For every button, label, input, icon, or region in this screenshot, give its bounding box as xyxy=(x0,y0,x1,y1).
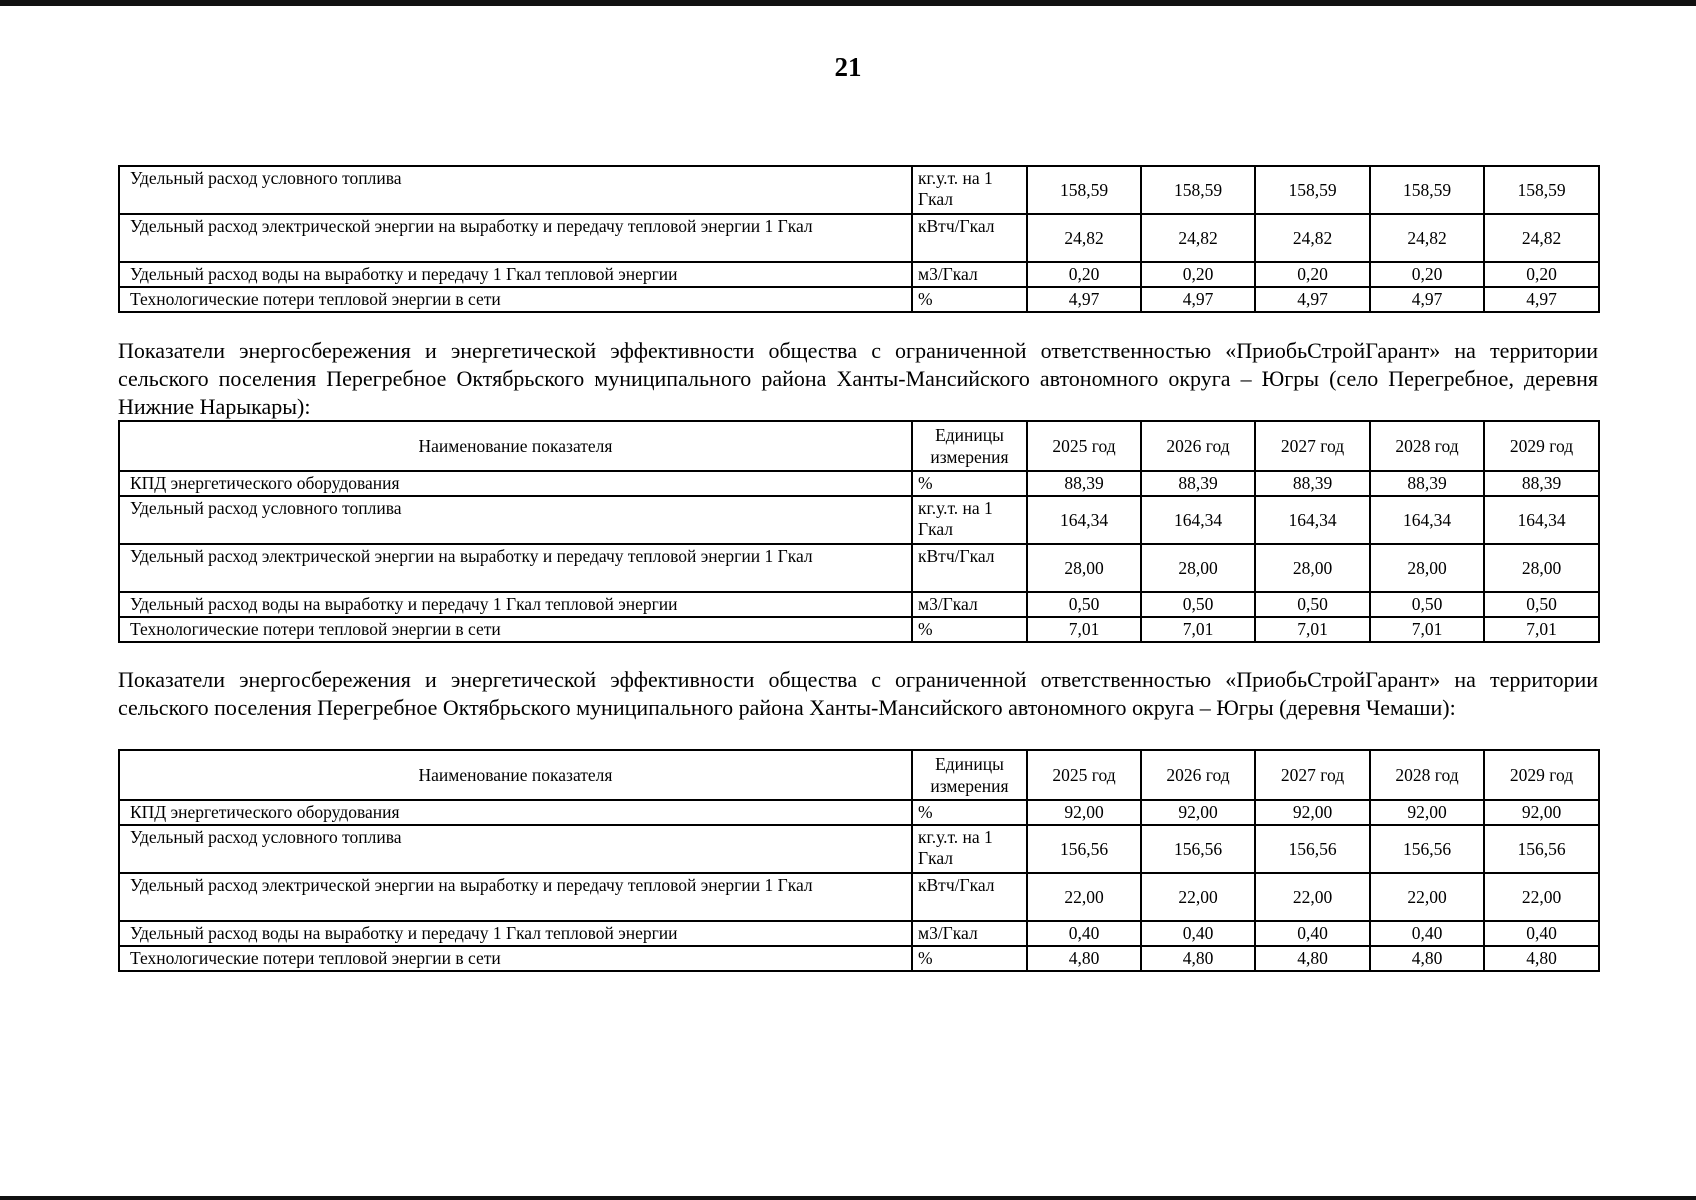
indicator-name: Технологические потери тепловой энергии в сети xyxy=(119,287,912,312)
value-2026: 0,40 xyxy=(1141,921,1255,946)
indicator-name: Удельный расход условного топлива xyxy=(119,825,912,873)
value-2029: 0,20 xyxy=(1484,262,1599,287)
value-2028: 4,80 xyxy=(1370,946,1484,971)
table-row xyxy=(119,544,1599,592)
table-header-row xyxy=(119,750,1599,800)
value-2028: 158,59 xyxy=(1370,166,1484,214)
value-2027: 0,50 xyxy=(1255,592,1370,617)
top-border xyxy=(0,0,1696,6)
table-row xyxy=(119,921,1599,946)
value-2025: 88,39 xyxy=(1027,471,1141,496)
value-2027: 4,80 xyxy=(1255,946,1370,971)
value-2029: 0,40 xyxy=(1484,921,1599,946)
table-row xyxy=(119,471,1599,496)
value-2028: 24,82 xyxy=(1370,214,1484,262)
value-2027: 4,97 xyxy=(1255,287,1370,312)
value-2026: 7,01 xyxy=(1141,617,1255,642)
column-header-year: 2027 год xyxy=(1255,750,1370,800)
indicator-name: Удельный расход условного топлива xyxy=(119,166,912,214)
value-2028: 88,39 xyxy=(1370,471,1484,496)
value-2026: 88,39 xyxy=(1141,471,1255,496)
value-2025: 7,01 xyxy=(1027,617,1141,642)
value-2027: 88,39 xyxy=(1255,471,1370,496)
value-2028: 0,50 xyxy=(1370,592,1484,617)
table-row xyxy=(119,166,1599,214)
indicator-unit: м3/Гкал xyxy=(912,921,1027,946)
column-header-year: 2029 год xyxy=(1484,750,1599,800)
page-number: 21 xyxy=(834,52,862,82)
table-row xyxy=(119,262,1599,287)
column-header-year: 2025 год xyxy=(1027,750,1141,800)
indicator-name: КПД энергетического оборудования xyxy=(119,471,912,496)
table-row xyxy=(119,825,1599,873)
value-2029: 158,59 xyxy=(1484,166,1599,214)
value-2028: 0,40 xyxy=(1370,921,1484,946)
value-2025: 164,34 xyxy=(1027,496,1141,544)
indicator-unit: кВтч/Гкал xyxy=(912,214,1027,262)
indicator-unit: % xyxy=(912,617,1027,642)
indicator-name: КПД энергетического оборудования xyxy=(119,800,912,825)
table-row xyxy=(119,496,1599,544)
column-header-year: 2026 год xyxy=(1141,421,1255,471)
value-2026: 28,00 xyxy=(1141,544,1255,592)
table-row xyxy=(119,287,1599,312)
indicator-name: Удельный расход воды на выработку и передачу 1 Гкал тепловой энергии xyxy=(119,592,912,617)
value-2028: 156,56 xyxy=(1370,825,1484,873)
value-2025: 92,00 xyxy=(1027,800,1141,825)
bottom-border xyxy=(0,1196,1696,1200)
indicator-name: Удельный расход воды на выработку и передачу 1 Гкал тепловой энергии xyxy=(119,262,912,287)
value-2029: 24,82 xyxy=(1484,214,1599,262)
indicator-name: Удельный расход электрической энергии на выработку и передачу тепловой энергии 1 Гкал xyxy=(119,214,912,262)
table-row xyxy=(119,800,1599,825)
value-2029: 28,00 xyxy=(1484,544,1599,592)
value-2026: 22,00 xyxy=(1141,873,1255,921)
value-2026: 24,82 xyxy=(1141,214,1255,262)
value-2025: 0,40 xyxy=(1027,921,1141,946)
value-2026: 0,20 xyxy=(1141,262,1255,287)
value-2027: 164,34 xyxy=(1255,496,1370,544)
column-header-year: 2027 год xyxy=(1255,421,1370,471)
value-2026: 158,59 xyxy=(1141,166,1255,214)
value-2025: 4,80 xyxy=(1027,946,1141,971)
value-2027: 0,40 xyxy=(1255,921,1370,946)
indicator-unit: % xyxy=(912,287,1027,312)
value-2025: 156,56 xyxy=(1027,825,1141,873)
value-2028: 7,01 xyxy=(1370,617,1484,642)
value-2027: 158,59 xyxy=(1255,166,1370,214)
value-2026: 0,50 xyxy=(1141,592,1255,617)
column-header-name: Наименование показателя xyxy=(119,750,912,800)
value-2028: 92,00 xyxy=(1370,800,1484,825)
indicators-table-peregrebnoe xyxy=(118,420,1600,643)
value-2025: 0,50 xyxy=(1027,592,1141,617)
indicator-name: Удельный расход воды на выработку и передачу 1 Гкал тепловой энергии xyxy=(119,921,912,946)
indicator-unit: кг.у.т. на 1 Гкал xyxy=(912,166,1027,214)
column-header-name: Наименование показателя xyxy=(119,421,912,471)
indicator-unit: % xyxy=(912,471,1027,496)
column-header-year: 2029 год xyxy=(1484,421,1599,471)
value-2027: 92,00 xyxy=(1255,800,1370,825)
value-2029: 7,01 xyxy=(1484,617,1599,642)
value-2026: 92,00 xyxy=(1141,800,1255,825)
table-row xyxy=(119,873,1599,921)
table-row xyxy=(119,617,1599,642)
indicator-unit: кг.у.т. на 1 Гкал xyxy=(912,825,1027,873)
value-2029: 88,39 xyxy=(1484,471,1599,496)
indicator-unit: кг.у.т. на 1 Гкал xyxy=(912,496,1027,544)
value-2026: 4,80 xyxy=(1141,946,1255,971)
value-2028: 0,20 xyxy=(1370,262,1484,287)
column-header-year: 2026 год xyxy=(1141,750,1255,800)
value-2025: 24,82 xyxy=(1027,214,1141,262)
indicator-name: Технологические потери тепловой энергии в сети xyxy=(119,946,912,971)
value-2028: 28,00 xyxy=(1370,544,1484,592)
table-row xyxy=(119,592,1599,617)
value-2029: 4,97 xyxy=(1484,287,1599,312)
indicators-table-continued xyxy=(118,165,1600,313)
value-2025: 0,20 xyxy=(1027,262,1141,287)
value-2026: 4,97 xyxy=(1141,287,1255,312)
value-2027: 24,82 xyxy=(1255,214,1370,262)
value-2027: 28,00 xyxy=(1255,544,1370,592)
value-2028: 4,97 xyxy=(1370,287,1484,312)
value-2029: 22,00 xyxy=(1484,873,1599,921)
column-header-year: 2025 год xyxy=(1027,421,1141,471)
indicator-name: Удельный расход условного топлива xyxy=(119,496,912,544)
indicator-name: Удельный расход электрической энергии на выработку и передачу тепловой энергии 1 Гкал xyxy=(119,544,912,592)
value-2029: 92,00 xyxy=(1484,800,1599,825)
value-2025: 22,00 xyxy=(1027,873,1141,921)
indicator-unit: кВтч/Гкал xyxy=(912,544,1027,592)
value-2028: 22,00 xyxy=(1370,873,1484,921)
value-2025: 4,97 xyxy=(1027,287,1141,312)
value-2027: 22,00 xyxy=(1255,873,1370,921)
indicator-name: Удельный расход электрической энергии на выработку и передачу тепловой энергии 1 Гкал xyxy=(119,873,912,921)
value-2028: 164,34 xyxy=(1370,496,1484,544)
value-2029: 4,80 xyxy=(1484,946,1599,971)
value-2025: 28,00 xyxy=(1027,544,1141,592)
indicator-unit: м3/Гкал xyxy=(912,262,1027,287)
column-header-unit: Единицы измерения xyxy=(912,750,1027,800)
column-header-year: 2028 год xyxy=(1370,421,1484,471)
value-2029: 156,56 xyxy=(1484,825,1599,873)
indicators-table-chemashi xyxy=(118,749,1600,972)
table-header-row xyxy=(119,421,1599,471)
indicator-unit: кВтч/Гкал xyxy=(912,873,1027,921)
column-header-unit: Единицы измерения xyxy=(912,421,1027,471)
indicator-unit: % xyxy=(912,946,1027,971)
value-2027: 0,20 xyxy=(1255,262,1370,287)
value-2026: 156,56 xyxy=(1141,825,1255,873)
column-header-year: 2028 год xyxy=(1370,750,1484,800)
value-2026: 164,34 xyxy=(1141,496,1255,544)
section-heading: Показатели энергосбережения и энергетической эффективности общества с ограниченной ответственностью «ПриобьСтройГарант» на территории сельского поселения Перегребное Октябрьского муниципального района Ханты-Мансийского автономного округа – Югры (деревня Чемаши): xyxy=(118,667,1598,720)
value-2027: 7,01 xyxy=(1255,617,1370,642)
value-2027: 156,56 xyxy=(1255,825,1370,873)
value-2029: 164,34 xyxy=(1484,496,1599,544)
indicator-unit: % xyxy=(912,800,1027,825)
value-2025: 158,59 xyxy=(1027,166,1141,214)
indicator-name: Технологические потери тепловой энергии в сети xyxy=(119,617,912,642)
table-row xyxy=(119,214,1599,262)
value-2029: 0,50 xyxy=(1484,592,1599,617)
section-heading: Показатели энергосбережения и энергетической эффективности общества с ограниченной ответственностью «ПриобьСтройГарант» на территории сельского поселения Перегребное Октябрьского муниципального района Ханты-Мансийского автономного округа – Югры (село Перегребное, деревня Нижние Нарыкары): xyxy=(118,338,1598,419)
indicator-unit: м3/Гкал xyxy=(912,592,1027,617)
table-row xyxy=(119,946,1599,971)
